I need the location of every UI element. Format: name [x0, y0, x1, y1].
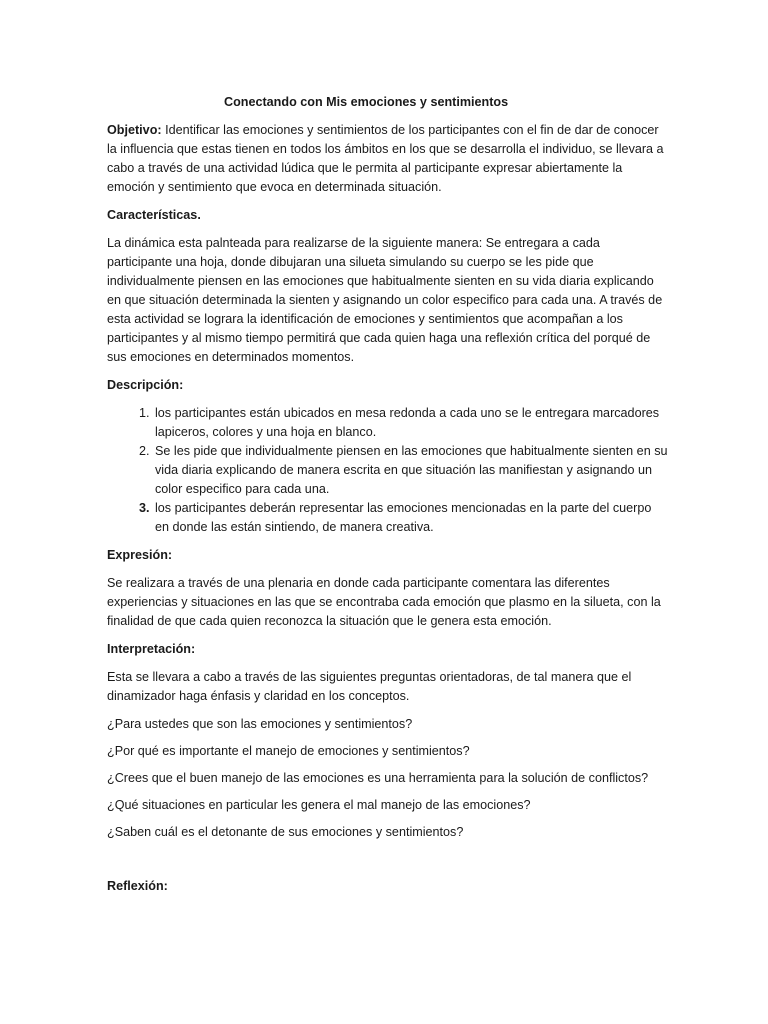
objetivo-text: Identificar las emociones y sentimientos de los participantes con el fin de dar de conocer la influencia que estas tienen en todos los ámbitos en los que se desarrolla el individuo, se llevara a cabo a través de una actividad lúdica que le permita al participante expresar abiertamente la emoción y sentimiento que evoca en determinada situación. — [107, 123, 664, 194]
objetivo-label: Objetivo: — [107, 123, 162, 137]
descripcion-heading: Descripción: — [107, 378, 184, 392]
descripcion-list — [107, 404, 668, 537]
expresion-heading: Expresión: — [107, 548, 173, 562]
interpretacion-heading: Interpretación: — [107, 642, 196, 656]
question-item: ¿Crees que el buen manejo de las emociones es una herramienta para la solución de conflictos? — [107, 771, 649, 785]
list-item: 3. los participantes deberán representar las emociones mencionadas en la parte del cuerpo en donde las están sintiendo, de manera creativa. — [153, 499, 668, 537]
question-item: ¿Para ustedes que son las emociones y sentimientos? — [107, 717, 413, 731]
caracteristicas-text: La dinámica esta palnteada para realizarse de la siguiente manera: Se entregara a cada participante una hoja, donde dibujaran una silueta simulando su cuerpo se les pide que individualmente piensen en las emociones que habitualmente sienten en su vida diaria explicando en que situación determinada la sienten y asignando un color especifico para cada una. A través de esta actividad se lograra la identificación de emociones y sentimientos que acompañan a los participantes y al mismo tiempo permitirá que cada quien haga una reflexión crítica del porqué de sus emociones en determinados momentos. — [107, 236, 663, 364]
question-item: ¿Por qué es importante el manejo de emociones y sentimientos? — [107, 744, 470, 758]
document-title: Conectando con Mis emociones y sentimientos — [224, 95, 509, 109]
question-item: ¿Saben cuál es el detonante de sus emociones y sentimientos? — [107, 825, 464, 839]
caracteristicas-heading: Características. — [107, 208, 201, 222]
expresion-text: Se realizara a través de una plenaria en donde cada participante comentara las diferentes experiencias y situaciones en las que se encontraba cada emoción que plasmo en la silueta, con la finalidad de que cada quien reconozca la situación que le genera esta emoción. — [107, 576, 661, 628]
list-item: 2. Se les pide que individualmente piensen en las emociones que habitualmente sienten en su vida diaria explicando de manera escrita en que situación las manifiestan y asignando un color especifico para cada una. — [153, 442, 668, 499]
reflexion-heading: Reflexión: — [107, 879, 168, 893]
list-item: 1. los participantes están ubicados en mesa redonda a cada uno se le entregara marcadores lapiceros, colores y una hoja en blanco. — [153, 404, 668, 442]
objetivo-paragraph — [107, 121, 668, 197]
interpretacion-text: Esta se llevara a cabo a través de las siguientes preguntas orientadoras, de tal manera que el dinamizador haga énfasis y claridad en los conceptos. — [107, 670, 632, 703]
question-item: ¿Qué situaciones en particular les genera el mal manejo de las emociones? — [107, 798, 531, 812]
